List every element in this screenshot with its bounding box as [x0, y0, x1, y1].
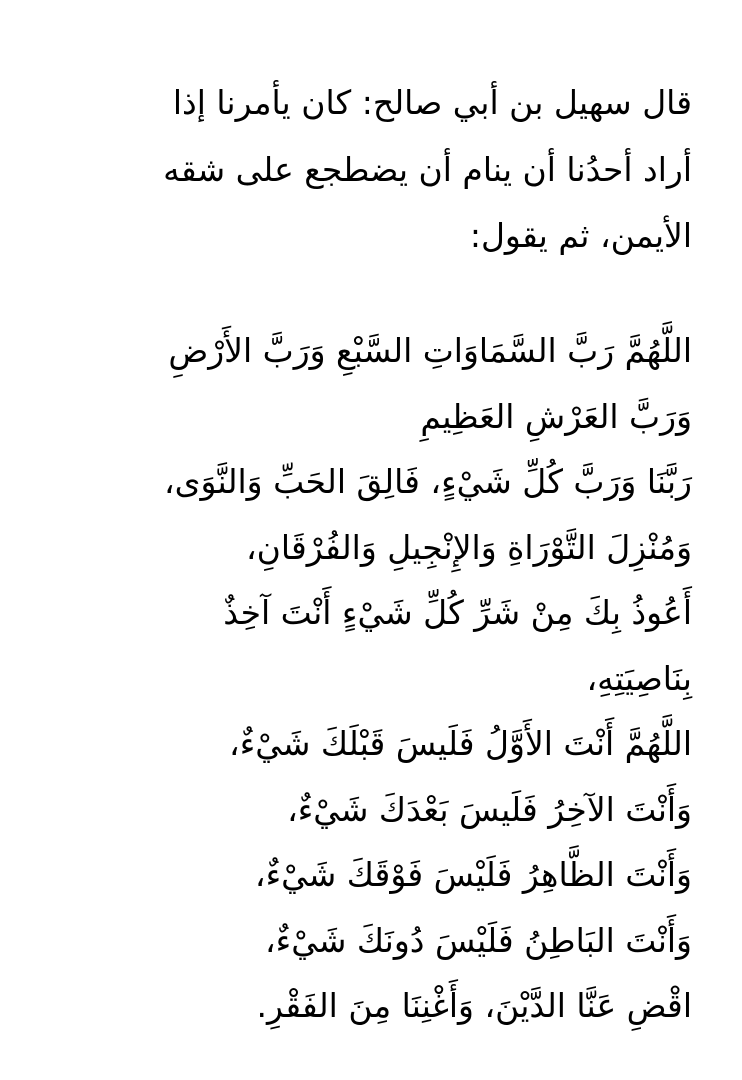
- dua-line: أَعُوذُ بِكَ مِنْ شَرِّ كُلِّ شَيْءٍ أَنْتَ آخِذٌ: [223, 593, 692, 632]
- dua-text: [40, 318, 692, 1039]
- dua-line: بِنَاصِيَتِهِ،: [586, 658, 692, 698]
- dua-line: وَمُنْزِلَ التَّوْرَاةِ وَالإِنْجِيلِ وَالفُرْقَانِ،: [246, 527, 692, 567]
- dua-line: وَأَنْتَ الآخِرُ فَلَيسَ بَعْدَكَ شَيْءٌ،: [287, 789, 692, 829]
- intro-line: أراد أحدُنا أن ينام أن يضطجع على شقه: [163, 149, 692, 189]
- dua-line: رَبَّنَا وَرَبَّ كُلِّ شَيْءٍ، فَالِقَ الحَبِّ وَالنَّوَى،: [163, 462, 692, 501]
- dua-line: وَأَنْتَ الظَّاهِرُ فَلَيْسَ فَوْقَكَ شَيْءٌ،: [254, 855, 692, 894]
- dua-line: اللَّهُمَّ رَبَّ السَّمَاوَاتِ السَّبْعِ وَرَبَّ الأَرْضِ: [168, 331, 692, 370]
- intro-line: قال سهيل بن أبي صالح: كان يأمرنا إذا: [172, 83, 692, 122]
- dua-line: وَرَبَّ العَرْشِ العَظِيمِ: [420, 396, 692, 436]
- dua-line: وَأَنْتَ البَاطِنُ فَلَيْسَ دُونَكَ شَيْءٌ،: [265, 920, 692, 960]
- intro-paragraph: [40, 70, 692, 270]
- dua-line: اقْضِ عَنَّا الدَّيْنَ، وَأَغْنِنَا مِنَ الفَقْرِ.: [256, 986, 692, 1025]
- dua-line: اللَّهُمَّ أَنْتَ الأَوَّلُ فَلَيسَ قَبْلَكَ شَيْءٌ،: [229, 724, 692, 763]
- intro-line: الأيمن، ثم يقول:: [469, 216, 692, 255]
